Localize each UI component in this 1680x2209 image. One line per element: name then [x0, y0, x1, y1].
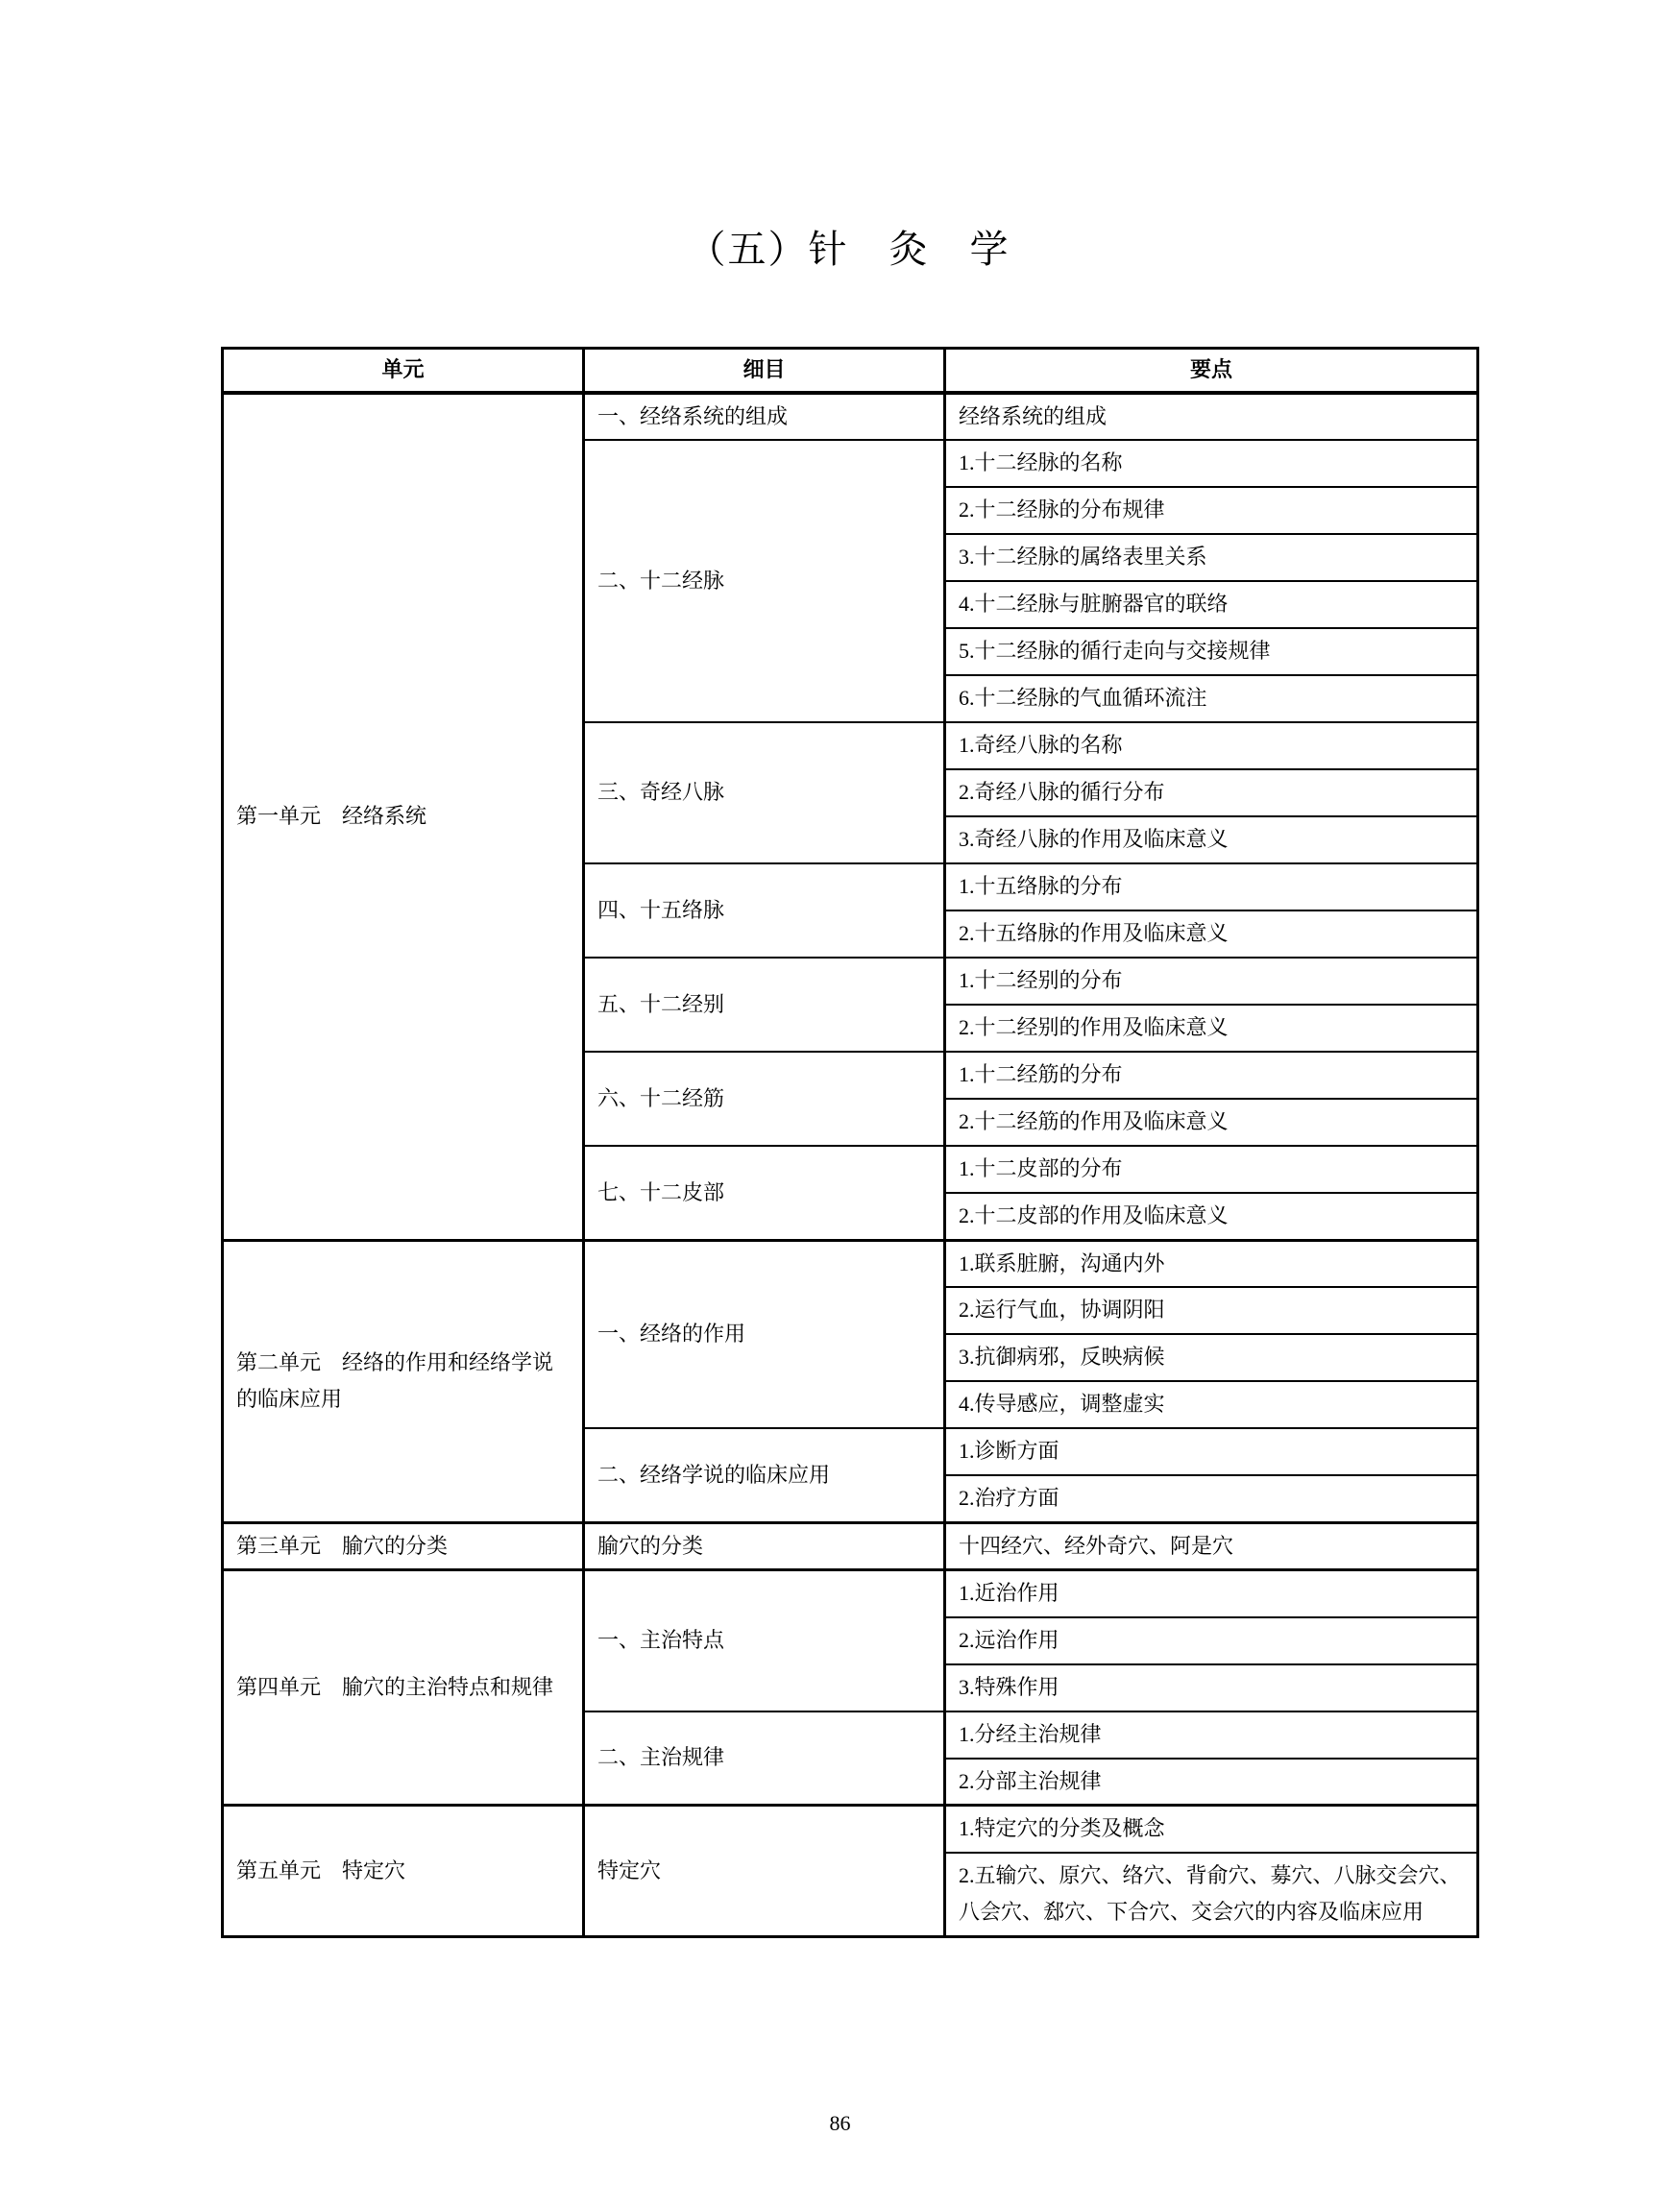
table-header-row	[223, 349, 1478, 393]
point-cell: 1.近治作用	[945, 1570, 1478, 1617]
detail-cell: 五、十二经别	[584, 958, 945, 1052]
point-cell: 1.十五络脉的分布	[945, 863, 1478, 910]
table-row	[223, 1570, 1478, 1617]
point-cell: 1.诊断方面	[945, 1428, 1478, 1475]
point-cell: 1.十二经别的分布	[945, 958, 1478, 1005]
detail-cell: 腧穴的分类	[584, 1522, 945, 1570]
point-cell: 2.十二经别的作用及临床意义	[945, 1005, 1478, 1052]
point-cell: 经络系统的组成	[945, 393, 1478, 441]
detail-cell: 一、经络系统的组成	[584, 393, 945, 441]
table-row	[223, 1522, 1478, 1570]
point-cell: 2.分部主治规律	[945, 1759, 1478, 1806]
unit-cell: 第二单元 经络的作用和经络学说的临床应用	[223, 1240, 584, 1522]
table-row	[223, 1806, 1478, 1853]
table-row	[223, 393, 1478, 441]
detail-cell: 二、经络学说的临床应用	[584, 1428, 945, 1522]
detail-cell: 特定穴	[584, 1806, 945, 1937]
point-cell: 1.十二经筋的分布	[945, 1052, 1478, 1099]
point-cell: 4.传导感应，调整虚实	[945, 1381, 1478, 1428]
detail-cell: 二、十二经脉	[584, 440, 945, 722]
unit-cell: 第四单元 腧穴的主治特点和规律	[223, 1570, 584, 1806]
point-cell: 1.奇经八脉的名称	[945, 722, 1478, 769]
detail-cell: 一、主治特点	[584, 1570, 945, 1711]
page-number: 86	[829, 2111, 851, 2135]
column-header-points: 要点	[945, 349, 1478, 393]
table-body	[223, 393, 1478, 1937]
point-cell: 十四经穴、经外奇穴、阿是穴	[945, 1522, 1478, 1570]
point-cell: 6.十二经脉的气血循环流注	[945, 675, 1478, 722]
detail-cell: 一、经络的作用	[584, 1240, 945, 1428]
point-cell: 1.十二经脉的名称	[945, 440, 1478, 487]
point-cell: 2.奇经八脉的循行分布	[945, 769, 1478, 816]
detail-cell: 四、十五络脉	[584, 863, 945, 958]
point-cell: 1.特定穴的分类及概念	[945, 1806, 1478, 1853]
table-row	[223, 1240, 1478, 1287]
point-cell: 2.远治作用	[945, 1617, 1478, 1664]
column-header-unit: 单元	[223, 349, 584, 393]
point-cell: 3.抗御病邪，反映病候	[945, 1334, 1478, 1381]
detail-cell: 三、奇经八脉	[584, 722, 945, 863]
point-cell: 2.五输穴、原穴、络穴、背俞穴、募穴、八脉交会穴、八会穴、郄穴、下合穴、交会穴的内容及临床应用	[945, 1853, 1478, 1937]
page-title: （五）针 灸 学	[687, 228, 1010, 271]
point-cell: 3.特殊作用	[945, 1664, 1478, 1711]
point-cell: 1.联系脏腑，沟通内外	[945, 1240, 1478, 1287]
point-cell: 2.治疗方面	[945, 1475, 1478, 1522]
point-cell: 5.十二经脉的循行走向与交接规律	[945, 628, 1478, 675]
point-cell: 2.十二皮部的作用及临床意义	[945, 1193, 1478, 1240]
unit-cell: 第三单元 腧穴的分类	[223, 1522, 584, 1570]
point-cell: 2.十五络脉的作用及临床意义	[945, 910, 1478, 958]
point-cell: 4.十二经脉与脏腑器官的联络	[945, 581, 1478, 628]
detail-cell: 二、主治规律	[584, 1711, 945, 1806]
point-cell: 1.十二皮部的分布	[945, 1146, 1478, 1193]
syllabus-table	[221, 347, 1479, 1938]
column-header-detail: 细目	[584, 349, 945, 393]
unit-cell: 第一单元 经络系统	[223, 393, 584, 1241]
point-cell: 2.运行气血，协调阴阳	[945, 1287, 1478, 1334]
unit-cell: 第五单元 特定穴	[223, 1806, 584, 1937]
point-cell: 3.奇经八脉的作用及临床意义	[945, 816, 1478, 863]
point-cell: 1.分经主治规律	[945, 1711, 1478, 1759]
detail-cell: 七、十二皮部	[584, 1146, 945, 1240]
point-cell: 2.十二经筋的作用及临床意义	[945, 1099, 1478, 1146]
point-cell: 2.十二经脉的分布规律	[945, 487, 1478, 534]
point-cell: 3.十二经脉的属络表里关系	[945, 534, 1478, 581]
detail-cell: 六、十二经筋	[584, 1052, 945, 1146]
